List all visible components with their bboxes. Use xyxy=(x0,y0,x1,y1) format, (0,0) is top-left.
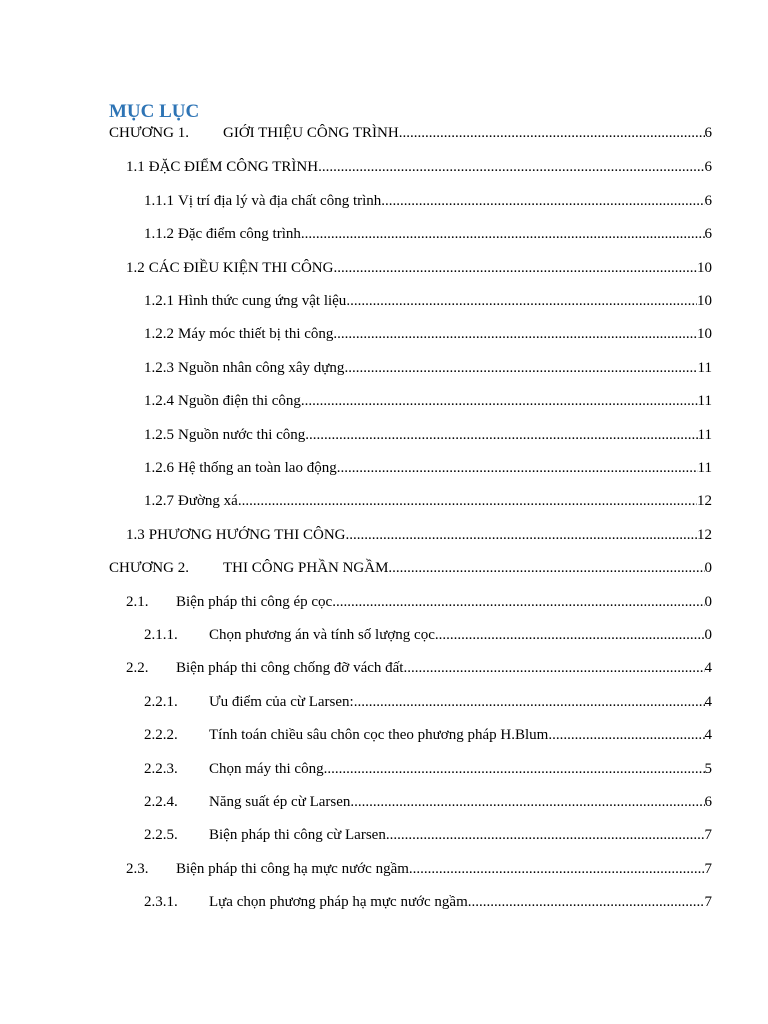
toc-entry-1-2-3[interactable] xyxy=(144,357,712,379)
dot-leader xyxy=(333,323,697,345)
dot-leader xyxy=(301,390,698,412)
dot-leader xyxy=(305,424,697,446)
toc-entry-text: Tính toán chiều sâu chôn cọc theo phương pháp H.Blum xyxy=(209,727,549,743)
toc-entry-text: CÁC ĐIỀU KIỆN THI CÔNG xyxy=(148,260,334,276)
toc-entry-page: 6 xyxy=(704,226,712,242)
dot-leader xyxy=(386,824,705,846)
toc-entry-page: 4 xyxy=(704,727,712,743)
toc-entry-page: 6 xyxy=(704,159,712,175)
dot-leader xyxy=(301,223,705,245)
toc-entry-2-3-1[interactable] xyxy=(144,891,712,913)
toc-entry-page: 10 xyxy=(697,260,712,276)
dot-leader xyxy=(332,591,704,613)
toc-entry-number: 2.2.4. xyxy=(144,794,178,810)
toc-entry-number: 1.2.3 xyxy=(144,360,174,376)
toc-entry-number: 2.2. xyxy=(126,660,149,676)
toc-entry-number: 1.2.7 xyxy=(144,493,174,509)
toc-entry-text: Lựa chọn phương pháp hạ mực nước ngầm xyxy=(209,894,468,910)
dot-leader xyxy=(435,624,705,646)
toc-entry-1-1-2[interactable] xyxy=(144,223,712,245)
toc-entry-page: 4 xyxy=(704,660,712,676)
toc-entry-number: 1.2.6 xyxy=(144,460,174,476)
dot-leader xyxy=(388,557,704,579)
toc-entry-number: 2.1. xyxy=(126,594,149,610)
toc-entry-page: 7 xyxy=(704,827,712,843)
toc-entry-2-2-3[interactable] xyxy=(144,758,712,780)
toc-entry-page: 4 xyxy=(704,694,712,710)
toc-entry-text: Nguồn điện thi công xyxy=(178,393,301,409)
toc-entry-number: 1.2.5 xyxy=(144,427,174,443)
toc-entry-chapter-1[interactable] xyxy=(109,122,712,144)
toc-entry-page: 12 xyxy=(697,493,712,509)
dot-leader xyxy=(346,524,697,546)
toc-entry-1-2-1[interactable] xyxy=(144,290,712,312)
toc-entry-text: Đặc điểm công trình xyxy=(178,226,301,242)
toc-entry-text: PHƯƠNG HƯỚNG THI CÔNG xyxy=(148,527,346,543)
toc-entry-1-2-7[interactable] xyxy=(144,490,712,512)
toc-entry-number: 2.2.3. xyxy=(144,761,178,777)
toc-entry-text: GIỚI THIỆU CÔNG TRÌNH xyxy=(223,125,399,141)
toc-entry-page: 12 xyxy=(697,527,712,543)
toc-entry-text: Biện pháp thi công chống đỡ vách đất xyxy=(176,660,404,676)
toc-entry-text: Chọn máy thi công xyxy=(209,761,324,777)
toc-entry-1-2[interactable] xyxy=(126,257,712,279)
toc-entry-2-2-5[interactable] xyxy=(144,824,712,846)
dot-leader xyxy=(337,457,698,479)
dot-leader xyxy=(409,858,705,880)
dot-leader xyxy=(324,758,705,780)
toc-entry-page: 0 xyxy=(704,560,712,576)
toc-entry-number: 1.1.1 xyxy=(144,193,174,209)
dot-leader xyxy=(238,490,697,512)
toc-entry-text: Ưu điểm của cừ Larsen: xyxy=(209,694,354,710)
toc-entry-page: 10 xyxy=(697,326,712,342)
toc-entry-page: 0 xyxy=(704,627,712,643)
toc-entry-1-1-1[interactable] xyxy=(144,190,712,212)
toc-entry-text: Năng suất ép cừ Larsen xyxy=(209,794,351,810)
toc-entry-number: 1.1 xyxy=(126,159,145,175)
toc-entry-chapter-2[interactable] xyxy=(109,557,712,579)
dot-leader xyxy=(548,724,704,746)
toc-entry-text: Chọn phương án và tính số lượng cọc xyxy=(209,627,435,643)
toc-entry-page: 7 xyxy=(704,894,712,910)
dot-leader xyxy=(333,257,697,279)
toc-entry-page: 6 xyxy=(704,794,712,810)
toc-entry-1-2-4[interactable] xyxy=(144,390,712,412)
toc-entry-1-3[interactable] xyxy=(126,524,712,546)
toc-entry-text: Biện pháp thi công ép cọc xyxy=(176,594,333,610)
toc-title: MỤC LỤC xyxy=(109,101,200,122)
toc-entry-page: 11 xyxy=(697,460,712,476)
toc-entry-number: 1.2 xyxy=(126,260,145,276)
toc-entry-text: ĐẶC ĐIỂM CÔNG TRÌNH xyxy=(148,159,319,175)
toc-entry-1-2-5[interactable] xyxy=(144,424,712,446)
toc-entry-1-1[interactable] xyxy=(126,156,712,178)
toc-entry-number: 2.2.2. xyxy=(144,727,178,743)
toc-entry-2-2-4[interactable] xyxy=(144,791,712,813)
toc-entry-number: 1.2.2 xyxy=(144,326,174,342)
dot-leader xyxy=(403,657,704,679)
toc-entry-2-1-1[interactable] xyxy=(144,624,712,646)
toc-entry-page: 10 xyxy=(697,293,712,309)
toc-entry-number: 1.2.1 xyxy=(144,293,174,309)
toc-entry-page: 11 xyxy=(697,427,712,443)
toc-entry-text: Vị trí địa lý và địa chất công trình xyxy=(178,193,382,209)
toc-entry-page: 0 xyxy=(704,594,712,610)
dot-leader xyxy=(344,357,697,379)
dot-leader xyxy=(399,122,705,144)
toc-entry-page: 5 xyxy=(704,761,712,777)
dot-leader xyxy=(468,891,705,913)
toc-entry-text: Đường xá xyxy=(178,493,238,509)
dot-leader xyxy=(354,691,705,713)
toc-entry-number: CHƯƠNG 1. xyxy=(109,125,189,141)
toc-entry-number: CHƯƠNG 2. xyxy=(109,560,189,576)
toc-entry-2-1[interactable] xyxy=(126,591,712,613)
dot-leader xyxy=(346,290,697,312)
toc-entry-number: 2.3.1. xyxy=(144,894,178,910)
toc-entry-2-3[interactable] xyxy=(126,858,712,880)
toc-entry-number: 2.2.5. xyxy=(144,827,178,843)
toc-entry-1-2-6[interactable] xyxy=(144,457,712,479)
toc-entry-text: THI CÔNG PHẦN NGẦM xyxy=(223,560,389,576)
toc-entry-page: 6 xyxy=(704,125,712,141)
toc-entry-text: Máy móc thiết bị thi công xyxy=(178,326,334,342)
toc-entry-page: 11 xyxy=(697,360,712,376)
toc-entry-2-2-1[interactable] xyxy=(144,691,712,713)
toc-entry-text: Hệ thống an toàn lao động xyxy=(178,460,337,476)
toc-entry-2-2[interactable] xyxy=(126,657,712,679)
toc-entry-page: 6 xyxy=(704,193,712,209)
toc-entry-2-2-2[interactable] xyxy=(144,724,712,746)
toc-entry-text: Nguồn nhân công xây dựng xyxy=(178,360,345,376)
toc-entry-number: 1.3 xyxy=(126,527,145,543)
dot-leader xyxy=(318,156,704,178)
toc-entry-1-2-2[interactable] xyxy=(144,323,712,345)
toc-entry-number: 2.3. xyxy=(126,861,149,877)
toc-entry-page: 11 xyxy=(697,393,712,409)
toc-entry-number: 1.1.2 xyxy=(144,226,174,242)
toc-entry-number: 2.2.1. xyxy=(144,694,178,710)
dot-leader xyxy=(381,190,704,212)
toc-entry-number: 2.1.1. xyxy=(144,627,178,643)
toc-entry-text: Nguồn nước thi công xyxy=(178,427,306,443)
toc-entry-text: Biện pháp thi công hạ mực nước ngầm xyxy=(176,861,409,877)
toc-entry-number: 1.2.4 xyxy=(144,393,174,409)
toc-entry-text: Biện pháp thi công cừ Larsen xyxy=(209,827,386,843)
toc-entry-text: Hình thức cung ứng vật liệu xyxy=(178,293,347,309)
dot-leader xyxy=(350,791,704,813)
toc-entry-page: 7 xyxy=(704,861,712,877)
